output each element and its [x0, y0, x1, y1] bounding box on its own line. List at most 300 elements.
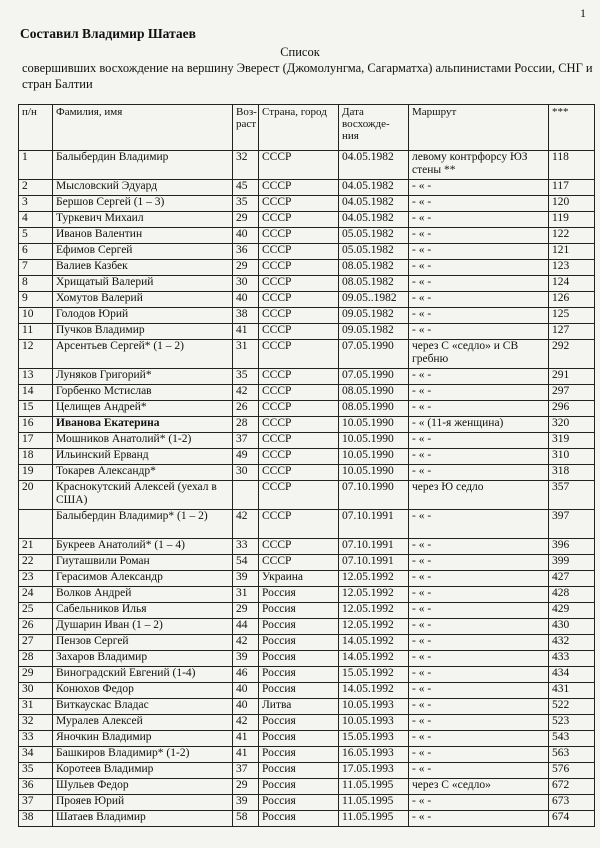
cell-route: левому контрфорсу ЮЗ стены **	[409, 151, 549, 180]
cell-code: 121	[549, 244, 595, 260]
cell-number: 33	[19, 731, 53, 747]
cell-name: Герасимов Александр	[53, 571, 233, 587]
cell-number: 7	[19, 260, 53, 276]
cell-date: 15.05.1993	[339, 731, 409, 747]
cell-route: - « -	[409, 449, 549, 465]
table-row	[19, 699, 595, 715]
cell-country: Россия	[259, 731, 339, 747]
cell-date: 10.05.1993	[339, 699, 409, 715]
column-header-name: Фамилия, имя	[53, 105, 233, 151]
cell-date: 09.05..1982	[339, 292, 409, 308]
cell-name: Мошников Анатолий* (1-2)	[53, 433, 233, 449]
table-row	[19, 747, 595, 763]
cell-age: 38	[233, 308, 259, 324]
cell-date: 16.05.1993	[339, 747, 409, 763]
cell-name: Арсентьев Сергей* (1 – 2)	[53, 340, 233, 369]
cell-route: - « -	[409, 244, 549, 260]
cell-date: 10.05.1990	[339, 433, 409, 449]
cell-number: 13	[19, 369, 53, 385]
table-row	[19, 417, 595, 433]
cell-country: СССР	[259, 212, 339, 228]
cell-route: - « -	[409, 401, 549, 417]
cell-name: Гиуташвили Роман	[53, 555, 233, 571]
table-row	[19, 401, 595, 417]
cell-age: 41	[233, 731, 259, 747]
column-header-number: п/н	[19, 105, 53, 151]
cell-code: 543	[549, 731, 595, 747]
cell-code: 118	[549, 151, 595, 180]
table-row	[19, 603, 595, 619]
cell-route: - « -	[409, 571, 549, 587]
cell-date: 05.05.1982	[339, 244, 409, 260]
table-row	[19, 151, 595, 180]
column-header-date: Дата восхожде-ния	[339, 105, 409, 151]
cell-name: Пучков Владимир	[53, 324, 233, 340]
cell-route: через С «седло»	[409, 779, 549, 795]
cell-number: 27	[19, 635, 53, 651]
cell-code: 433	[549, 651, 595, 667]
cell-number: 37	[19, 795, 53, 811]
cell-number: 22	[19, 555, 53, 571]
cell-code: 673	[549, 795, 595, 811]
cell-name: Конюхов Федор	[53, 683, 233, 699]
cell-date: 07.10.1991	[339, 510, 409, 539]
cell-number: 3	[19, 196, 53, 212]
cell-route: - « -	[409, 795, 549, 811]
cell-age: 35	[233, 369, 259, 385]
cell-name: Целищев Андрей*	[53, 401, 233, 417]
cell-code: 434	[549, 667, 595, 683]
cell-name: Букреев Анатолий* (1 – 4)	[53, 539, 233, 555]
cell-age: 37	[233, 433, 259, 449]
cell-route: - « -	[409, 747, 549, 763]
cell-country: Россия	[259, 603, 339, 619]
table-row	[19, 228, 595, 244]
cell-country: СССР	[259, 481, 339, 510]
cell-country: Россия	[259, 635, 339, 651]
cell-country: СССР	[259, 308, 339, 324]
cell-date: 08.05.1982	[339, 276, 409, 292]
cell-route: - « -	[409, 308, 549, 324]
cell-number: 30	[19, 683, 53, 699]
cell-date: 12.05.1992	[339, 603, 409, 619]
table-row	[19, 433, 595, 449]
table-row	[19, 763, 595, 779]
cell-country: Россия	[259, 779, 339, 795]
cell-name: Балыбердин Владимир* (1 – 2)	[53, 510, 233, 539]
cell-number: 28	[19, 651, 53, 667]
cell-date: 10.05.1993	[339, 715, 409, 731]
cell-date: 17.05.1993	[339, 763, 409, 779]
cell-country: СССР	[259, 449, 339, 465]
table-row	[19, 276, 595, 292]
cell-route: - « -	[409, 683, 549, 699]
cell-number: 25	[19, 603, 53, 619]
cell-date: 12.05.1992	[339, 571, 409, 587]
table-row	[19, 539, 595, 555]
cell-number: 29	[19, 667, 53, 683]
cell-age: 39	[233, 795, 259, 811]
cell-name: Валиев Казбек	[53, 260, 233, 276]
cell-code: 396	[549, 539, 595, 555]
table-body	[19, 151, 595, 827]
cell-age: 49	[233, 449, 259, 465]
page-number: 1	[580, 6, 586, 20]
cell-country: Россия	[259, 619, 339, 635]
cell-date: 07.10.1991	[339, 555, 409, 571]
column-header-code: ***	[549, 105, 595, 151]
cell-country: СССР	[259, 324, 339, 340]
cell-number: 14	[19, 385, 53, 401]
cell-age: 41	[233, 324, 259, 340]
table-row	[19, 811, 595, 827]
cell-route: - « -	[409, 385, 549, 401]
cell-code: 357	[549, 481, 595, 510]
table-row	[19, 651, 595, 667]
cell-number	[19, 510, 53, 539]
cell-name: Муралев Алексей	[53, 715, 233, 731]
cell-name: Иванова Екатерина	[53, 417, 233, 433]
cell-code: 563	[549, 747, 595, 763]
table-row	[19, 779, 595, 795]
table-row	[19, 212, 595, 228]
cell-country: СССР	[259, 555, 339, 571]
cell-route: - « -	[409, 811, 549, 827]
cell-code: 122	[549, 228, 595, 244]
cell-code: 432	[549, 635, 595, 651]
cell-date: 14.05.1992	[339, 651, 409, 667]
cell-country: Россия	[259, 587, 339, 603]
cell-age: 26	[233, 401, 259, 417]
table-row	[19, 481, 595, 510]
cell-date: 11.05.1995	[339, 811, 409, 827]
cell-age: 30	[233, 465, 259, 481]
table-row	[19, 449, 595, 465]
cell-name: Иванов Валентин	[53, 228, 233, 244]
cell-age: 40	[233, 683, 259, 699]
cell-age: 42	[233, 715, 259, 731]
cell-name: Балыбердин Владимир	[53, 151, 233, 180]
cell-age: 54	[233, 555, 259, 571]
cell-country: СССР	[259, 276, 339, 292]
cell-age: 46	[233, 667, 259, 683]
cell-route: - « -	[409, 180, 549, 196]
table-row	[19, 324, 595, 340]
cell-age: 35	[233, 196, 259, 212]
cell-country: СССР	[259, 196, 339, 212]
cell-code: 123	[549, 260, 595, 276]
column-header-route: Маршрут	[409, 105, 549, 151]
cell-route: - « -	[409, 324, 549, 340]
cell-age: 42	[233, 385, 259, 401]
cell-country: СССР	[259, 433, 339, 449]
cell-number: 24	[19, 587, 53, 603]
cell-number: 4	[19, 212, 53, 228]
table-row	[19, 292, 595, 308]
cell-route: - « -	[409, 465, 549, 481]
cell-number: 34	[19, 747, 53, 763]
cell-number: 26	[19, 619, 53, 635]
cell-route: через Ю седло	[409, 481, 549, 510]
cell-code: 126	[549, 292, 595, 308]
cell-age: 31	[233, 587, 259, 603]
cell-country: СССР	[259, 260, 339, 276]
table-header-row	[19, 105, 595, 151]
cell-number: 31	[19, 699, 53, 715]
cell-number: 16	[19, 417, 53, 433]
cell-age: 29	[233, 779, 259, 795]
cell-date: 09.05.1982	[339, 308, 409, 324]
cell-country: СССР	[259, 465, 339, 481]
cell-number: 20	[19, 481, 53, 510]
cell-age: 29	[233, 260, 259, 276]
table-row	[19, 795, 595, 811]
cell-age: 36	[233, 244, 259, 260]
cell-name: Сабельников Илья	[53, 603, 233, 619]
cell-code: 674	[549, 811, 595, 827]
cell-country: Россия	[259, 651, 339, 667]
cell-route: через С «седло» и СВ гребню	[409, 340, 549, 369]
cell-date: 10.05.1990	[339, 465, 409, 481]
table-row	[19, 555, 595, 571]
cell-number: 35	[19, 763, 53, 779]
cell-country: СССР	[259, 244, 339, 260]
column-header-age: Воз-раст	[233, 105, 259, 151]
table-row	[19, 667, 595, 683]
table-row	[19, 465, 595, 481]
cell-code: 428	[549, 587, 595, 603]
cell-date: 11.05.1995	[339, 795, 409, 811]
cell-name: Токарев Александр*	[53, 465, 233, 481]
cell-date: 12.05.1992	[339, 587, 409, 603]
cell-route: - « -	[409, 715, 549, 731]
table-row	[19, 731, 595, 747]
cell-code: 523	[549, 715, 595, 731]
cell-number: 36	[19, 779, 53, 795]
cell-country: СССР	[259, 539, 339, 555]
cell-number: 9	[19, 292, 53, 308]
cell-route: - « -	[409, 539, 549, 555]
cell-name: Захаров Владимир	[53, 651, 233, 667]
cell-country: СССР	[259, 510, 339, 539]
cell-age: 58	[233, 811, 259, 827]
cell-country: Россия	[259, 763, 339, 779]
cell-code: 310	[549, 449, 595, 465]
cell-code: 124	[549, 276, 595, 292]
cell-name: Прояев Юрий	[53, 795, 233, 811]
cell-age: 30	[233, 276, 259, 292]
table-row	[19, 683, 595, 699]
cell-route: - « (11-я женщина)	[409, 417, 549, 433]
cell-age: 33	[233, 539, 259, 555]
cell-country: СССР	[259, 369, 339, 385]
cell-country: СССР	[259, 417, 339, 433]
cell-code: 319	[549, 433, 595, 449]
cell-date: 07.05.1990	[339, 369, 409, 385]
cell-number: 15	[19, 401, 53, 417]
author-line: Составил Владимир Шатаев	[20, 26, 196, 41]
table-row	[19, 619, 595, 635]
cell-name: Туркевич Михаил	[53, 212, 233, 228]
cell-route: - « -	[409, 667, 549, 683]
cell-name: Башкиров Владимир* (1-2)	[53, 747, 233, 763]
cell-date: 08.05.1990	[339, 385, 409, 401]
cell-date: 07.10.1991	[339, 539, 409, 555]
cell-date: 08.05.1990	[339, 401, 409, 417]
cell-code: 399	[549, 555, 595, 571]
cell-country: СССР	[259, 151, 339, 180]
cell-name: Душарин Иван (1 – 2)	[53, 619, 233, 635]
cell-code: 430	[549, 619, 595, 635]
cell-name: Голодов Юрий	[53, 308, 233, 324]
cell-name: Хрищатый Валерий	[53, 276, 233, 292]
document-subtitle: совершивших восхождение на вершину Эверест (Джомолунгма, Сагарматха) альпинистами России, СНГ и стран Балтии	[22, 61, 593, 91]
cell-code: 292	[549, 340, 595, 369]
cell-country: СССР	[259, 228, 339, 244]
cell-code: 431	[549, 683, 595, 699]
cell-route: - « -	[409, 196, 549, 212]
cell-date: 09.05.1982	[339, 324, 409, 340]
table-row	[19, 196, 595, 212]
cell-date: 04.05.1982	[339, 212, 409, 228]
cell-number: 5	[19, 228, 53, 244]
cell-age: 41	[233, 747, 259, 763]
cell-age: 31	[233, 340, 259, 369]
cell-route: - « -	[409, 276, 549, 292]
cell-route: - « -	[409, 587, 549, 603]
cell-route: - « -	[409, 763, 549, 779]
cell-name: Коротеев Владимир	[53, 763, 233, 779]
cell-name: Ефимов Сергей	[53, 244, 233, 260]
cell-route: - « -	[409, 699, 549, 715]
cell-country: Литва	[259, 699, 339, 715]
cell-route: - « -	[409, 228, 549, 244]
cell-date: 14.05.1992	[339, 683, 409, 699]
cell-route: - « -	[409, 619, 549, 635]
cell-number: 21	[19, 539, 53, 555]
cell-date: 14.05.1992	[339, 635, 409, 651]
cell-age: 40	[233, 699, 259, 715]
cell-code: 117	[549, 180, 595, 196]
cell-age: 28	[233, 417, 259, 433]
cell-name: Виноградский Евгений (1-4)	[53, 667, 233, 683]
cell-number: 6	[19, 244, 53, 260]
cell-code: 318	[549, 465, 595, 481]
cell-age: 37	[233, 763, 259, 779]
cell-code: 119	[549, 212, 595, 228]
cell-date: 08.05.1982	[339, 260, 409, 276]
climbers-table	[18, 104, 595, 827]
cell-route: - « -	[409, 292, 549, 308]
cell-age: 39	[233, 651, 259, 667]
cell-route: - « -	[409, 635, 549, 651]
cell-date: 04.05.1982	[339, 180, 409, 196]
cell-country: СССР	[259, 401, 339, 417]
cell-age: 40	[233, 292, 259, 308]
list-title: Список	[280, 45, 320, 59]
cell-name: Мысловский Эдуард	[53, 180, 233, 196]
cell-name: Горбенко Мстислав	[53, 385, 233, 401]
cell-number: 10	[19, 308, 53, 324]
table-row	[19, 587, 595, 603]
cell-code: 320	[549, 417, 595, 433]
cell-country: СССР	[259, 292, 339, 308]
cell-name: Ильинский Ерванд	[53, 449, 233, 465]
cell-name: Пензов Сергей	[53, 635, 233, 651]
table-row	[19, 635, 595, 651]
column-header-country: Страна, город	[259, 105, 339, 151]
cell-name: Волков Андрей	[53, 587, 233, 603]
cell-date: 07.05.1990	[339, 340, 409, 369]
cell-route: - « -	[409, 212, 549, 228]
table-row	[19, 385, 595, 401]
cell-age: 45	[233, 180, 259, 196]
cell-number: 2	[19, 180, 53, 196]
cell-age: 32	[233, 151, 259, 180]
table-row	[19, 180, 595, 196]
cell-country: СССР	[259, 340, 339, 369]
cell-route: - « -	[409, 651, 549, 667]
cell-code: 522	[549, 699, 595, 715]
cell-date: 05.05.1982	[339, 228, 409, 244]
table-row	[19, 571, 595, 587]
cell-number: 17	[19, 433, 53, 449]
cell-route: - « -	[409, 433, 549, 449]
cell-country: Россия	[259, 667, 339, 683]
cell-name: Шатаев Владимир	[53, 811, 233, 827]
cell-country: Россия	[259, 683, 339, 699]
cell-name: Краснокутский Алексей (уехал в США)	[53, 481, 233, 510]
table-row	[19, 715, 595, 731]
cell-number: 19	[19, 465, 53, 481]
table-row	[19, 369, 595, 385]
cell-country: Украина	[259, 571, 339, 587]
cell-country: Россия	[259, 747, 339, 763]
cell-country: Россия	[259, 795, 339, 811]
cell-route: - « -	[409, 555, 549, 571]
cell-number: 8	[19, 276, 53, 292]
cell-age: 44	[233, 619, 259, 635]
cell-name: Луняков Григорий*	[53, 369, 233, 385]
table-row	[19, 308, 595, 324]
table-row	[19, 510, 595, 539]
cell-name: Шульев Федор	[53, 779, 233, 795]
cell-name: Бершов Сергей (1 – 3)	[53, 196, 233, 212]
cell-number: 1	[19, 151, 53, 180]
cell-code: 291	[549, 369, 595, 385]
cell-code: 296	[549, 401, 595, 417]
cell-date: 10.05.1990	[339, 449, 409, 465]
cell-code: 397	[549, 510, 595, 539]
table-row	[19, 260, 595, 276]
cell-number: 23	[19, 571, 53, 587]
cell-date: 10.05.1990	[339, 417, 409, 433]
cell-route: - « -	[409, 510, 549, 539]
cell-name: Хомутов Валерий	[53, 292, 233, 308]
cell-code: 429	[549, 603, 595, 619]
cell-age: 29	[233, 603, 259, 619]
cell-number: 32	[19, 715, 53, 731]
cell-name: Виткаускас Владас	[53, 699, 233, 715]
cell-route: - « -	[409, 260, 549, 276]
cell-age: 39	[233, 571, 259, 587]
cell-name: Яночкин Владимир	[53, 731, 233, 747]
cell-route: - « -	[409, 731, 549, 747]
cell-date: 11.05.1995	[339, 779, 409, 795]
cell-age: 42	[233, 510, 259, 539]
cell-date: 12.05.1992	[339, 619, 409, 635]
cell-date: 15.05.1992	[339, 667, 409, 683]
